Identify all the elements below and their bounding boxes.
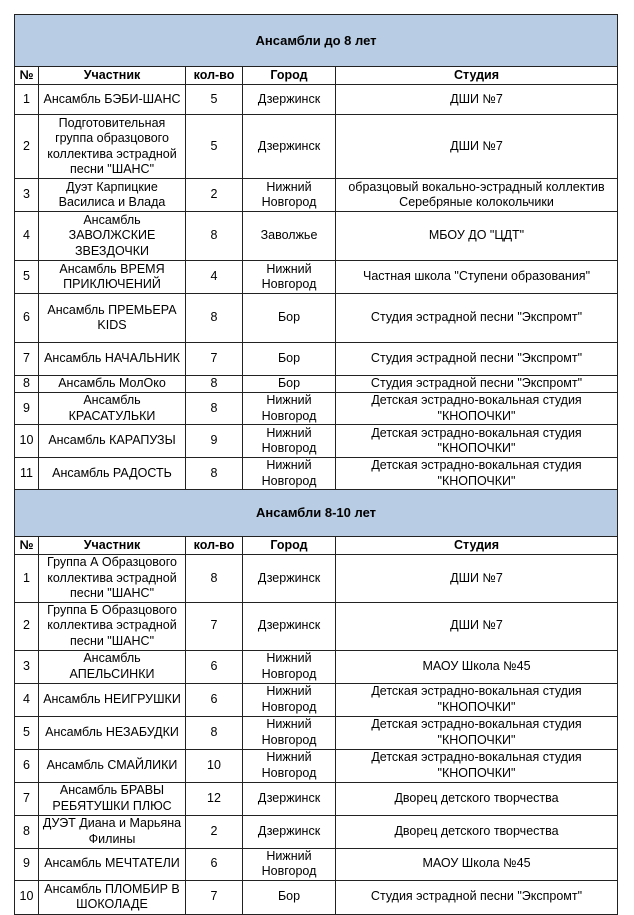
cell-city: Нижний Новгород	[243, 716, 336, 749]
table-row	[15, 343, 618, 376]
cell-city: Бор	[243, 294, 336, 343]
cell-num: 8	[15, 376, 39, 393]
table-row	[15, 749, 618, 782]
table-row	[15, 458, 618, 490]
cell-participant: Ансамбль ПРЕМЬЕРА KIDS	[39, 294, 186, 343]
cell-studio: образцовый вокально-эстрадный коллектив Серебряные колокольчики	[336, 179, 618, 212]
cell-count: 10	[186, 749, 243, 782]
table-row	[15, 683, 618, 716]
cell-studio: Детская эстрадно-вокальная студия "КНОПОЧКИ"	[336, 749, 618, 782]
table-row	[15, 85, 618, 115]
section-title: Ансамбли 8-10 лет	[15, 490, 618, 537]
table-body	[15, 15, 618, 915]
cell-studio: ДШИ №7	[336, 85, 618, 115]
cell-count: 8	[186, 376, 243, 393]
cell-studio: Детская эстрадно-вокальная студия "КНОПОЧКИ"	[336, 425, 618, 458]
cell-num: 9	[15, 848, 39, 880]
column-header-participant: Участник	[39, 537, 186, 555]
table-row	[15, 716, 618, 749]
cell-city: Заволжье	[243, 212, 336, 261]
cell-count: 8	[186, 212, 243, 261]
cell-city: Нижний Новгород	[243, 650, 336, 683]
table-row	[15, 425, 618, 458]
cell-num: 4	[15, 212, 39, 261]
cell-studio: Студия эстрадной песни "Экспромт"	[336, 880, 618, 914]
cell-studio: Детская эстрадно-вокальная студия "КНОПОЧКИ"	[336, 458, 618, 490]
cell-count: 6	[186, 650, 243, 683]
column-header-num: №	[15, 67, 39, 85]
cell-participant: Дуэт Карпицкие Василиса и Влада	[39, 179, 186, 212]
cell-city: Бор	[243, 343, 336, 376]
cell-participant: Ансамбль КРАСАТУЛЬКИ	[39, 393, 186, 425]
participants-document	[14, 14, 617, 915]
cell-studio: Студия эстрадной песни "Экспромт"	[336, 294, 618, 343]
cell-participant: Ансамбль НЕЗАБУДКИ	[39, 716, 186, 749]
column-header-studio: Студия	[336, 67, 618, 85]
cell-city: Дзержинск	[243, 782, 336, 815]
cell-city: Дзержинск	[243, 555, 336, 603]
cell-num: 2	[15, 602, 39, 650]
cell-participant: Ансамбль БРАВЫ РЕБЯТУШКИ ПЛЮС	[39, 782, 186, 815]
column-header-num: №	[15, 537, 39, 555]
cell-count: 7	[186, 880, 243, 914]
cell-participant: Ансамбль АПЕЛЬСИНКИ	[39, 650, 186, 683]
cell-participant: Ансамбль МЕЧТАТЕЛИ	[39, 848, 186, 880]
cell-participant: Группа Б Образцового коллектива эстрадной песни "ШАНС"	[39, 602, 186, 650]
cell-count: 12	[186, 782, 243, 815]
cell-city: Нижний Новгород	[243, 749, 336, 782]
column-header-studio: Студия	[336, 537, 618, 555]
table-row	[15, 212, 618, 261]
cell-city: Нижний Новгород	[243, 425, 336, 458]
cell-city: Нижний Новгород	[243, 393, 336, 425]
cell-num: 5	[15, 261, 39, 294]
cell-city: Нижний Новгород	[243, 261, 336, 294]
cell-count: 5	[186, 115, 243, 179]
column-header-count: кол-во	[186, 67, 243, 85]
cell-num: 8	[15, 815, 39, 848]
table-row	[15, 880, 618, 914]
participants-table	[14, 14, 618, 915]
cell-count: 9	[186, 425, 243, 458]
column-header-participant: Участник	[39, 67, 186, 85]
cell-count: 2	[186, 179, 243, 212]
cell-participant: Ансамбль КАРАПУЗЫ	[39, 425, 186, 458]
cell-count: 5	[186, 85, 243, 115]
cell-studio: ДШИ №7	[336, 115, 618, 179]
cell-count: 8	[186, 458, 243, 490]
cell-studio: Детская эстрадно-вокальная студия "КНОПОЧКИ"	[336, 683, 618, 716]
cell-num: 9	[15, 393, 39, 425]
cell-city: Нижний Новгород	[243, 179, 336, 212]
cell-city: Дзержинск	[243, 115, 336, 179]
cell-city: Нижний Новгород	[243, 458, 336, 490]
table-row	[15, 782, 618, 815]
cell-num: 11	[15, 458, 39, 490]
cell-city: Нижний Новгород	[243, 848, 336, 880]
cell-num: 1	[15, 555, 39, 603]
section-header-row	[15, 490, 618, 537]
cell-city: Нижний Новгород	[243, 683, 336, 716]
cell-studio: Дворец детского творчества	[336, 815, 618, 848]
table-row	[15, 602, 618, 650]
cell-num: 10	[15, 880, 39, 914]
cell-num: 6	[15, 749, 39, 782]
table-row	[15, 815, 618, 848]
cell-studio: Студия эстрадной песни "Экспромт"	[336, 343, 618, 376]
cell-studio: МАОУ Школа №45	[336, 848, 618, 880]
column-header-city: Город	[243, 67, 336, 85]
cell-studio: МБОУ ДО "ЦДТ"	[336, 212, 618, 261]
table-row	[15, 376, 618, 393]
section-header-row	[15, 15, 618, 67]
cell-num: 3	[15, 650, 39, 683]
cell-studio: Студия эстрадной песни "Экспромт"	[336, 376, 618, 393]
table-row	[15, 179, 618, 212]
cell-city: Бор	[243, 880, 336, 914]
cell-studio: ДШИ №7	[336, 555, 618, 603]
cell-count: 7	[186, 602, 243, 650]
cell-count: 4	[186, 261, 243, 294]
cell-participant: Группа А Образцового коллектива эстрадной песни "ШАНС"	[39, 555, 186, 603]
table-row	[15, 393, 618, 425]
cell-participant: Подготовительная группа образцового коллектива эстрадной песни "ШАНС"	[39, 115, 186, 179]
cell-num: 4	[15, 683, 39, 716]
cell-studio: Частная школа "Ступени образования"	[336, 261, 618, 294]
cell-participant: Ансамбль СМАЙЛИКИ	[39, 749, 186, 782]
section-title: Ансамбли до 8 лет	[15, 15, 618, 67]
cell-city: Дзержинск	[243, 85, 336, 115]
cell-studio: ДШИ №7	[336, 602, 618, 650]
cell-city: Дзержинск	[243, 602, 336, 650]
column-header-row	[15, 537, 618, 555]
cell-num: 6	[15, 294, 39, 343]
cell-num: 10	[15, 425, 39, 458]
cell-count: 2	[186, 815, 243, 848]
cell-participant: Ансамбль МолОко	[39, 376, 186, 393]
cell-count: 8	[186, 294, 243, 343]
cell-num: 2	[15, 115, 39, 179]
cell-studio: МАОУ Школа №45	[336, 650, 618, 683]
cell-participant: Ансамбль РАДОСТЬ	[39, 458, 186, 490]
table-row	[15, 650, 618, 683]
cell-studio: Детская эстрадно-вокальная студия "КНОПОЧКИ"	[336, 393, 618, 425]
cell-num: 1	[15, 85, 39, 115]
table-row	[15, 294, 618, 343]
cell-count: 6	[186, 848, 243, 880]
cell-city: Дзержинск	[243, 815, 336, 848]
cell-participant: Ансамбль НЕИГРУШКИ	[39, 683, 186, 716]
cell-participant: Ансамбль ЗАВОЛЖСКИЕ ЗВЕЗДОЧКИ	[39, 212, 186, 261]
cell-count: 8	[186, 393, 243, 425]
cell-city: Бор	[243, 376, 336, 393]
cell-studio: Детская эстрадно-вокальная студия "КНОПОЧКИ"	[336, 716, 618, 749]
table-row	[15, 848, 618, 880]
cell-count: 6	[186, 683, 243, 716]
table-row	[15, 115, 618, 179]
cell-participant: Ансамбль ВРЕМЯ ПРИКЛЮЧЕНИЙ	[39, 261, 186, 294]
column-header-row	[15, 67, 618, 85]
cell-num: 7	[15, 343, 39, 376]
cell-participant: ДУЭТ Диана и Марьяна Филины	[39, 815, 186, 848]
cell-num: 7	[15, 782, 39, 815]
cell-participant: Ансамбль ПЛОМБИР В ШОКОЛАДЕ	[39, 880, 186, 914]
table-row	[15, 555, 618, 603]
table-row	[15, 261, 618, 294]
cell-count: 8	[186, 716, 243, 749]
column-header-city: Город	[243, 537, 336, 555]
cell-num: 5	[15, 716, 39, 749]
cell-studio: Дворец детского творчества	[336, 782, 618, 815]
cell-count: 8	[186, 555, 243, 603]
cell-num: 3	[15, 179, 39, 212]
cell-participant: Ансамбль НАЧАЛЬНИК	[39, 343, 186, 376]
cell-participant: Ансамбль БЭБИ-ШАНС	[39, 85, 186, 115]
column-header-count: кол-во	[186, 537, 243, 555]
cell-count: 7	[186, 343, 243, 376]
